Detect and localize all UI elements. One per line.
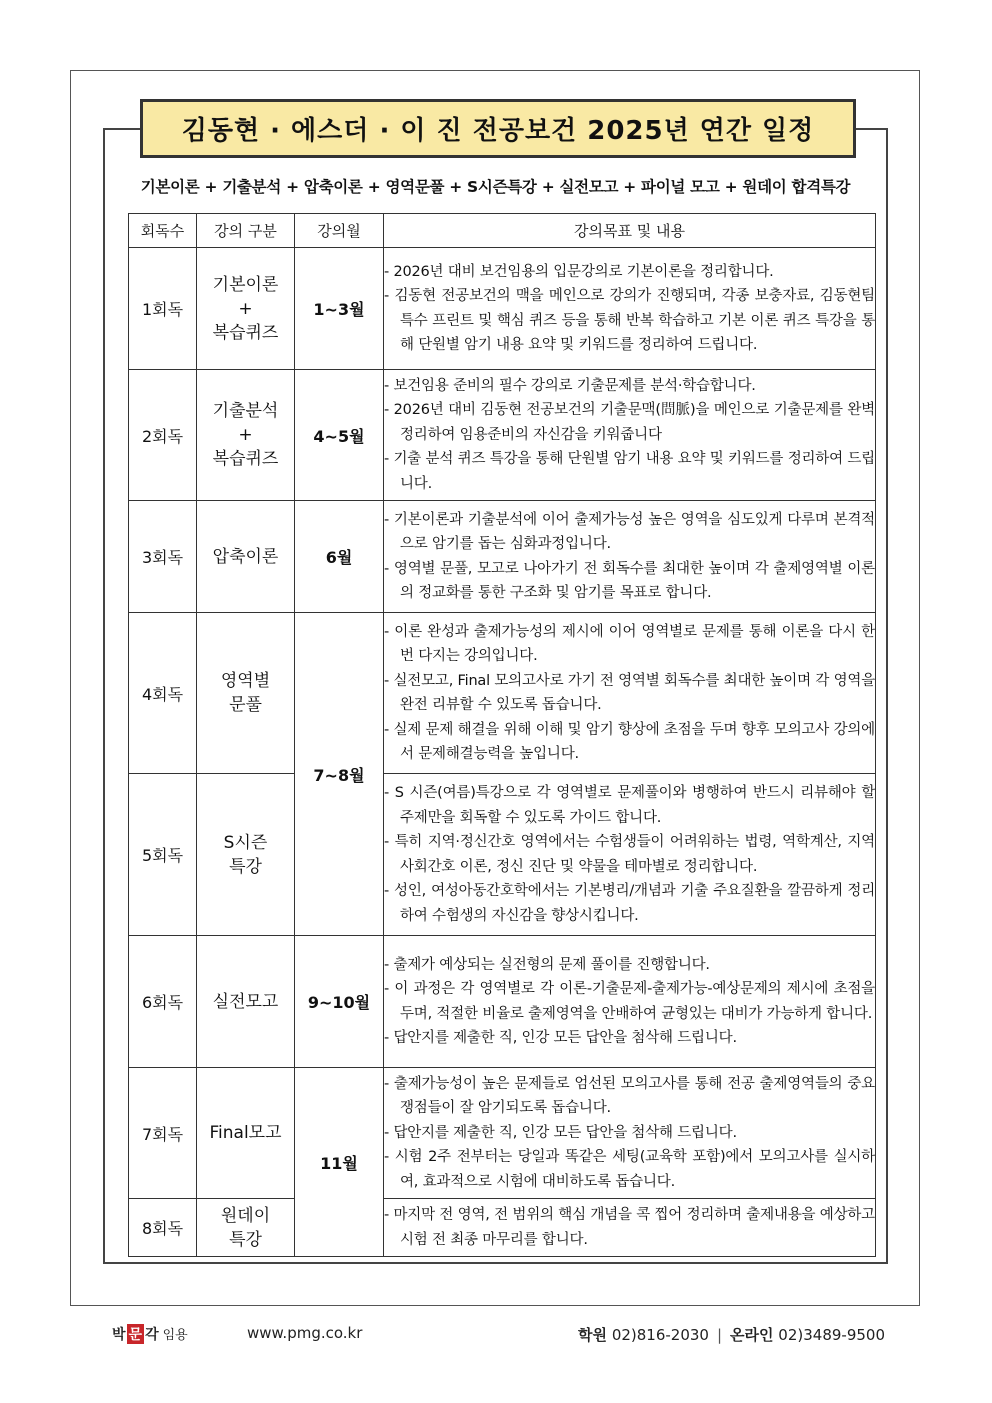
content-item: - 이 과정은 각 영역별로 각 이론-기출문제-출제가능-예상문제의 제시에 초점을 두며, 적절한 비율로 출제영역을 안배하여 균형있는 대비가 가능하게 합니다. [384,981,875,1022]
logo-text-post: 각 [145,1327,159,1343]
header-round: 회독수 [129,214,197,248]
content-item: - 답안지를 제출한 직, 인강 모든 답안을 첨삭해 드립니다. [384,1124,737,1141]
month-cell: 11월 [295,1068,384,1257]
course-line: Final모고 [209,1123,282,1143]
month-cell: 6월 [295,501,384,613]
website-link[interactable]: www.pmg.co.kr [247,1324,363,1342]
month-cell: 7~8월 [295,613,384,936]
course-cell [197,936,295,1068]
academy-label: 학원 [578,1326,608,1344]
content-item: - 시험 2주 전부터는 당일과 똑같은 세팅(교육학 포함)에서 모의고사를 실시하여, 효과적으로 시험에 대비하도록 돕습니다. [384,1149,875,1190]
content-item: - 실제 문제 해결을 위해 이해 및 암기 향상에 초점을 두며 향후 모의고사 강의에서 문제해결능력을 높입니다. [384,721,875,762]
course-line: + [238,425,253,445]
content-item: - 실전모고, Final 모의고사로 가기 전 영역별 회독수를 최대한 높이며 각 영역을 완전 리뷰할 수 있도록 돕습니다. [384,672,875,713]
content-item: - 2026년 대비 보건임용의 입문강의로 기본이론을 정리합니다. [384,263,774,280]
content-item: - 답안지를 제출한 직, 인강 모든 답안을 첨삭해 드립니다. [384,1030,737,1046]
header-content: 강의목표 및 내용 [384,214,876,248]
course-line: + [238,298,253,319]
course-cell [197,370,295,501]
content-item: - 성인, 여성아동간호학에서는 기본병리/개념과 기출 주요질환을 깔끔하게 정리하여 수험생의 자신감을 향상시킵니다. [384,883,875,924]
content-cell [384,936,876,1068]
contact-info [578,1324,885,1345]
course-cell [197,1068,295,1199]
course-line: 기본이론 [212,274,279,295]
table-row [129,370,876,501]
course-line: 원데이 [220,1205,271,1226]
page-title: 김동현 · 에스더 · 이 진 전공보건 2025년 연간 일정 [140,99,856,158]
course-line: 실전모고 [212,991,279,1012]
course-cell [197,501,295,613]
course-line: 복습퀴즈 [212,322,279,343]
month-cell: 1~3월 [295,248,384,370]
publisher-logo [112,1324,188,1344]
round-cell: 2회독 [129,370,197,501]
content-cell [384,501,876,613]
round-cell: 7회독 [129,1068,197,1199]
round-cell: 3회독 [129,501,197,613]
content-item: - 2026년 대비 김동현 전공보건의 기출문맥(問脈)을 메인으로 기출문제를 완벽 정리하여 임용준비의 자신감을 키워줍니다 [384,402,875,443]
course-line: 기출분석 [212,401,279,421]
table-row [129,936,876,1068]
course-line: 특강 [229,1229,262,1250]
course-line: 특강 [229,856,262,877]
round-cell: 1회독 [129,248,197,370]
course-line: 복습퀴즈 [212,449,279,469]
content-cell [384,248,876,370]
month-cell: 9~10월 [295,936,384,1068]
content-cell [384,1199,876,1257]
course-sequence-subtitle: 기본이론 + 기출분석 + 압축이론 + 영역문풀 + S시즌특강 + 실전모고 + 파이널 모고 + 원데이 합격특강 [140,178,851,196]
schedule-table [128,213,876,1257]
course-line: S시즌 [223,832,268,853]
table-row [129,1199,876,1257]
course-cell [197,248,295,370]
table-row [129,774,876,936]
logo-sub-text: 임용 [162,1328,188,1343]
course-line: 영역별 [220,671,271,691]
content-item: - 기본이론과 기출분석에 이어 출제가능성 높은 영역을 심도있게 다루며 본격적으로 암기를 돕는 심화과정입니다. [384,511,875,552]
page-footer [0,1320,992,1350]
content-item: - S 시즌(여름)특강으로 각 영역별로 문제풀이와 병행하여 반드시 리뷰해야 할 주제만을 회독할 수 있도록 가이드 합니다. [384,785,875,826]
table-row [129,248,876,370]
contact-separator: | [716,1326,723,1344]
content-item: - 마지막 전 영역, 전 범위의 핵심 개념을 콕 찝어 정리하며 출제내용을 예상하고 시험 전 최종 마무리를 합니다. [384,1207,875,1248]
round-cell: 4회독 [129,613,197,774]
logo-text-box: 문 [127,1324,145,1344]
content-item: - 기출 분석 퀴즈 특강을 통해 단원별 암기 내용 요약 및 키워드를 정리하여 드립니다. [384,451,875,492]
content-cell [384,613,876,774]
frame-line-right [856,128,888,130]
course-cell [197,1199,295,1257]
header-month: 강의월 [295,214,384,248]
month-cell: 4~5월 [295,370,384,501]
table-row [129,501,876,613]
header-course: 강의 구분 [197,214,295,248]
table-header-row [129,214,876,248]
course-cell [197,774,295,936]
content-item: - 보건임용 준비의 필수 강의로 기출문제를 분석·학습합니다. [384,377,756,394]
content-cell [384,774,876,936]
round-cell: 8회독 [129,1199,197,1257]
content-item: - 특히 지역·정신간호 영역에서는 수험생들이 어려워하는 법령, 역학계산, 지역사회간호 이론, 정신 진단 및 약물을 테마별로 정리합니다. [384,834,875,875]
frame-line-left [103,128,141,130]
course-cell [197,613,295,774]
round-cell: 5회독 [129,774,197,936]
content-item: - 이론 완성과 출제가능성의 제시에 이어 영역별로 문제를 통해 이론을 다시 한번 다지는 강의입니다. [384,623,875,664]
online-phone: 02)3489-9500 [778,1326,885,1344]
table-row [129,1068,876,1199]
content-item: - 영역별 문풀, 모고로 나아가기 전 회독수를 최대한 높이며 각 출제영역별 이론의 정교화를 통한 구조화 및 암기를 목표로 합니다. [384,560,875,601]
content-item: - 출제가 예상되는 실전형의 문제 풀이를 진행합니다. [384,956,710,973]
content-cell [384,370,876,501]
round-cell: 6회독 [129,936,197,1068]
online-label: 온라인 [730,1326,774,1344]
content-item: - 출제가능성이 높은 문제들로 엄선된 모의고사를 통해 전공 출제영역들의 중요 쟁점들이 잘 암기되도록 돕습니다. [384,1075,875,1117]
course-line: 압축이론 [212,546,279,567]
academy-phone: 02)816-2030 [611,1326,709,1344]
logo-text-pre: 박 [112,1327,126,1343]
content-cell [384,1068,876,1199]
content-item: - 김동현 전공보건의 맥을 메인으로 강의가 진행되며, 각종 보충자료, 김동현팀 특수 프린트 및 핵심 퀴즈 등을 통해 반복 학습하고 기본 이론 퀴즈 특강을 통해 단원별 암기 내용 요약 및 키워드를 정리하여 드립니다. [384,288,875,353]
table-row [129,613,876,774]
course-line: 문풀 [229,695,262,715]
